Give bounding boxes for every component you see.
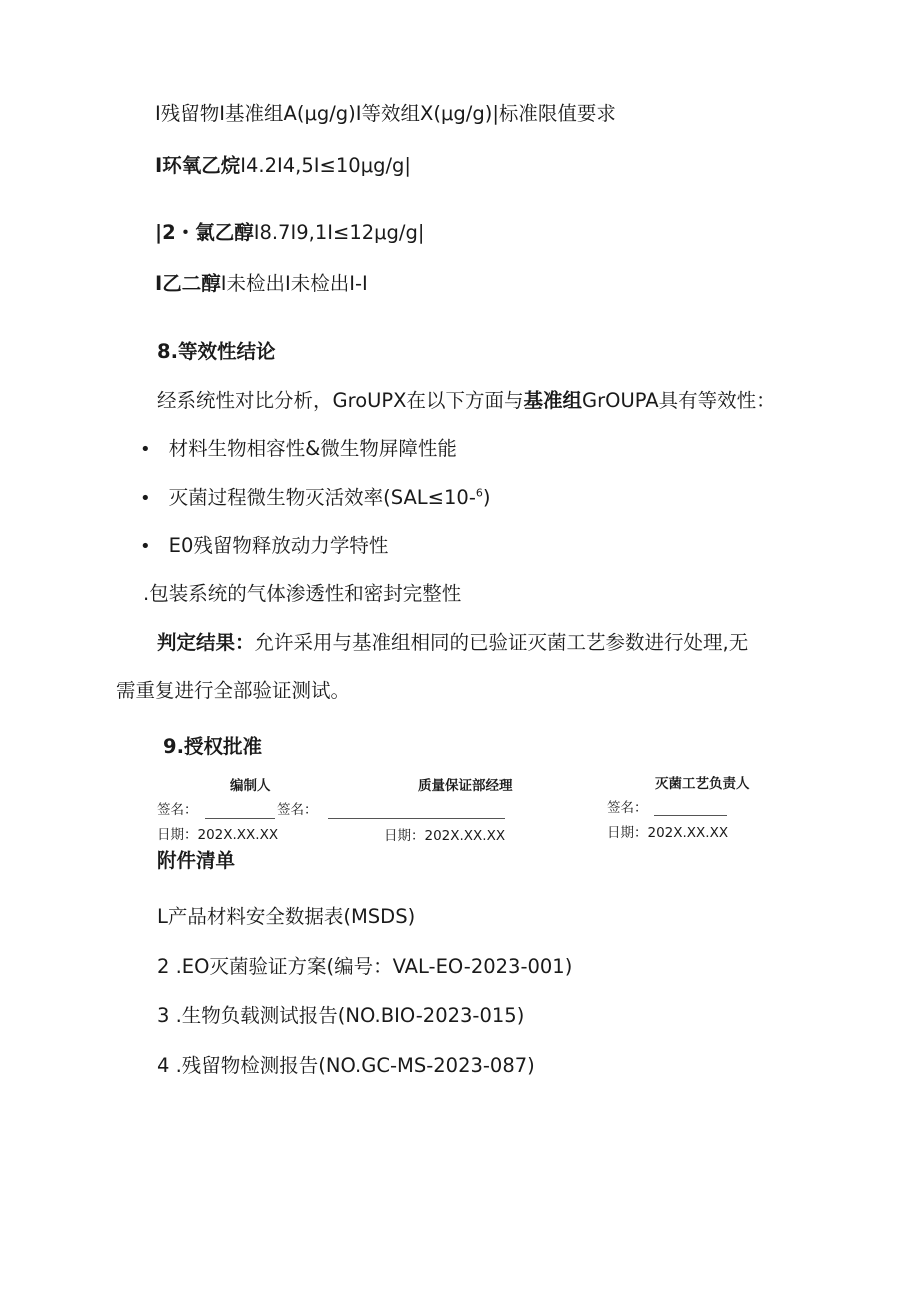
- intro-text-b: GrOUPA具有等效性：: [582, 389, 776, 412]
- date-field-2: [384, 828, 505, 844]
- signatory-title-qa-manager: 质量保证部经理: [418, 778, 513, 794]
- sign-label-2: 签名：: [277, 802, 318, 818]
- judgement-text: 允许采用与基准组相同的已验证灭菌工艺参数进行处理,无: [254, 631, 749, 654]
- residue-row-ethylene-oxide: [155, 154, 411, 177]
- residue-row-chloroethanol: [155, 221, 424, 244]
- date-value: 202X.XX.XX: [197, 827, 279, 843]
- residue-values: I8.7I9,1I≤12μg/g|: [253, 221, 425, 244]
- judgement-line-2: 需重复进行全部验证测试。: [116, 679, 351, 702]
- bullet-superscript: 6: [475, 486, 483, 500]
- date-value: 202X.XX.XX: [647, 825, 729, 841]
- date-label: 日期：: [607, 825, 648, 841]
- residue-name: I环氧乙烷: [155, 154, 241, 177]
- intro-text-bold: 基准组: [523, 389, 583, 412]
- date-label: 日期：: [384, 828, 425, 844]
- conclusion-intro: [157, 389, 776, 412]
- sign-label-3: 签名：: [607, 800, 648, 816]
- signature-line-2[interactable]: [328, 818, 505, 819]
- bullet-item-1: [140, 437, 457, 461]
- date-value: 202X.XX.XX: [424, 828, 506, 844]
- bullet-item-3: [140, 534, 388, 558]
- section-9-heading: 9.授权批准: [163, 735, 262, 758]
- section-8-heading: 8.等效性结论: [157, 340, 276, 363]
- attachment-item-1: L产品材料安全数据表(MSDS): [157, 905, 416, 928]
- bullet-tail: ): [482, 486, 491, 509]
- judgement-label: 判定结果：: [157, 631, 255, 654]
- bullet-marker: •: [140, 536, 151, 557]
- signatory-title-compiler: 编制人: [230, 778, 271, 794]
- residue-name: I乙二醇: [155, 272, 221, 295]
- intro-text-a: 经系统性对比分析，GroUPX在以下方面与: [157, 389, 524, 412]
- list-item-packaging: .包装系统的气体渗透性和密封完整性: [143, 582, 462, 605]
- bullet-text: E0残留物释放动力学特性: [168, 534, 389, 557]
- attachment-item-2: 2 .EO灭菌验证方案(编号：VAL-EO-2023-001): [157, 955, 573, 978]
- bullet-text: 材料生物相容性&微生物屏障性能: [168, 437, 457, 460]
- bullet-marker: •: [140, 439, 151, 460]
- attachment-item-3: 3 .生物负载测试报告(NO.BIO-2023-015): [157, 1004, 525, 1027]
- bullet-marker: •: [140, 488, 151, 509]
- residue-row-ethylene-glycol: [155, 272, 368, 295]
- signature-line-3[interactable]: [654, 815, 727, 816]
- judgement-line-1: [157, 631, 748, 654]
- residue-name: |2・氯乙醇: [155, 221, 254, 244]
- residue-values: I4.2I4,5I≤10μg/g|: [240, 154, 411, 177]
- signature-line-1[interactable]: [205, 818, 275, 819]
- residue-values: I未检出I未检出I-I: [220, 272, 368, 295]
- attachments-heading: 附件清单: [157, 849, 236, 872]
- signatory-title-sterilization-lead: 灭菌工艺负责人: [655, 776, 750, 792]
- bullet-item-2: [140, 486, 490, 510]
- date-field-3: [607, 825, 728, 841]
- attachment-item-4: 4 .残留物检测报告(NO.GC-MS-2023-087): [157, 1054, 535, 1077]
- bullet-text: 灭菌过程微生物灭活效率(SAL≤10-: [168, 486, 476, 509]
- residue-table-header: I残留物I基准组A(μg/g)I等效组X(μg/g)|标准限值要求: [155, 102, 616, 125]
- sign-label-1: 签名：: [157, 802, 198, 818]
- date-field-1: [157, 827, 278, 843]
- date-label: 日期：: [157, 827, 198, 843]
